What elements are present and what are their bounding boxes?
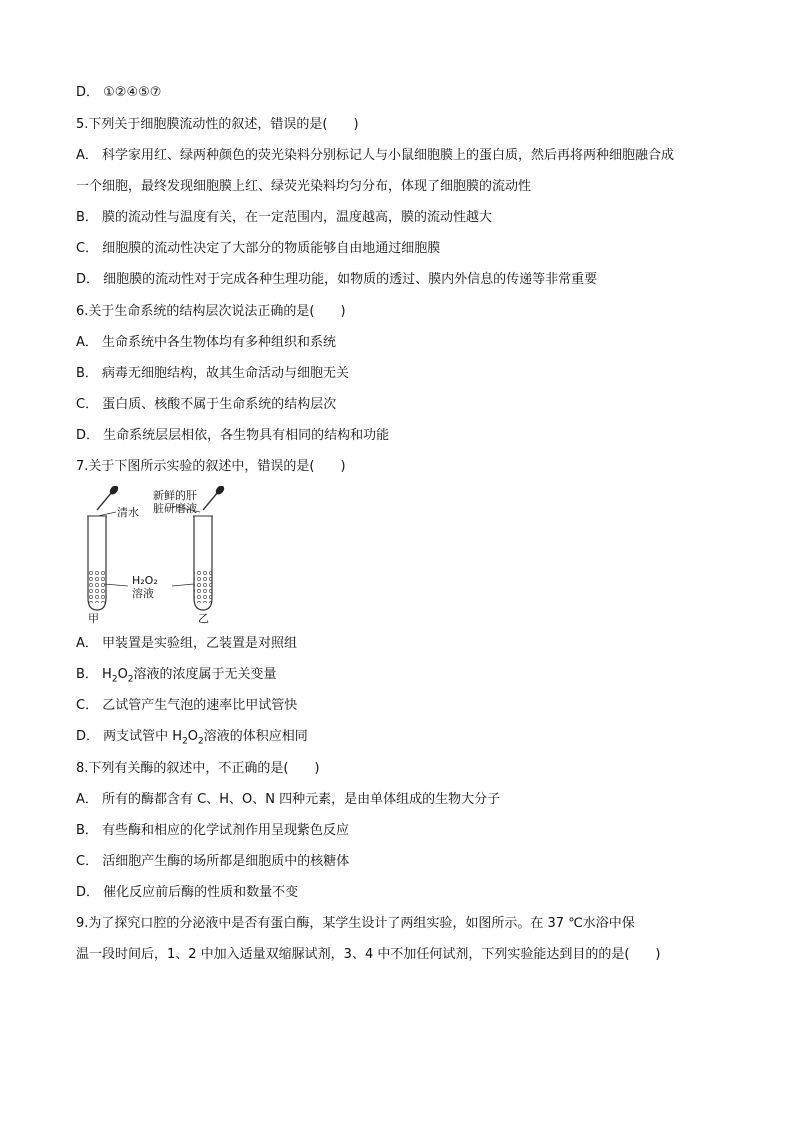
label-water: 清水 <box>117 506 139 519</box>
q8-option-a: A． 所有的酶都含有 C、H、O、N 四种元素，是由单体组成的生物大分子 <box>76 792 501 807</box>
label-yi: 乙 <box>198 612 209 625</box>
q5-option-a-line1: A． 科学家用红、绿两种颜色的荧光染料分别标记人与小鼠细胞膜上的蛋白质，然后再将两种细胞融合成 <box>76 148 675 163</box>
label-h2o2-2: 溶液 <box>132 587 154 600</box>
q6-option-b: B． 病毒无细胞结构，故其生命活动与细胞无关 <box>76 366 350 381</box>
q7-option-a: A． 甲装置是实验组，乙装置是对照组 <box>76 636 298 651</box>
q5-option-b: B． 膜的流动性与温度有关，在一定范围内，温度越高，膜的流动性越大 <box>76 210 493 225</box>
q6-option-d: D． 生命系统层层相依，各生物具有相同的结构和功能 <box>76 428 390 443</box>
tube-yi <box>193 516 213 610</box>
label-h2o2-1: H₂O₂ <box>132 574 158 587</box>
q7-option-d: D． 两支试管中 $H_2O_2$溶液的体积应相同 <box>76 729 308 747</box>
q8-option-c: C． 活细胞产生酶的场所都是细胞质中的核糖体 <box>76 854 350 869</box>
q7-option-b: B． $H_2O_2$溶液的浓度属于无关变量 <box>76 667 277 685</box>
q6-stem: 6.关于生命系统的结构层次说法正确的是( ) <box>76 304 346 319</box>
q7-stem: 7.关于下图所示实验的叙述中，错误的是( ) <box>76 459 346 474</box>
dropper-yi-icon <box>203 486 226 510</box>
q5-option-a-line2: 一个细胞，最终发现细胞膜上红、绿荧光染料均匀分布，体现了细胞膜的流动性 <box>76 179 532 194</box>
q6-option-a: A． 生命系统中各生物体均有多种组织和系统 <box>76 335 337 350</box>
q9-stem-line2: 温一段时间后，1、2 中加入适量双缩脲试剂，3、4 中不加任何试剂，下列实验能达到目的的是( ) <box>76 947 661 962</box>
q6-option-c: C． 蛋白质、核酸不属于生命系统的结构层次 <box>76 397 337 412</box>
q4-option-d: D． ①②④⑤⑦ <box>76 85 162 100</box>
label-liver-2: 脏研磨液 <box>153 502 197 515</box>
q8-option-b: B． 有些酶和相应的化学试剂作用呈现紫色反应 <box>76 823 350 838</box>
q8-option-d: D． 催化反应前后酶的性质和数量不变 <box>76 885 299 900</box>
q8-stem: 8.下列有关酶的叙述中，不正确的是( ) <box>76 761 320 776</box>
q5-stem: 5.下列关于细胞膜流动性的叙述，错误的是( ) <box>76 117 359 132</box>
q7-test-tube-figure <box>76 486 256 626</box>
q7-option-c: C． 乙试管产生气泡的速率比甲试管快 <box>76 698 298 713</box>
tube-jia <box>87 516 107 610</box>
q9-stem-line1: 9.为了探究口腔的分泌液中是否有蛋白酶，某学生设计了两组实验，如图所示。在 37 ℃水浴中保 <box>76 916 635 931</box>
q5-option-c: C． 细胞膜的流动性决定了大部分的物质能够自由地通过细胞膜 <box>76 241 441 256</box>
q5-option-d: D． 细胞膜的流动性对于完成各种生理功能，如物质的透过、膜内外信息的传递等非常重要 <box>76 272 598 287</box>
label-liver-1: 新鲜的肝 <box>153 489 197 502</box>
label-jia: 甲 <box>88 612 99 625</box>
